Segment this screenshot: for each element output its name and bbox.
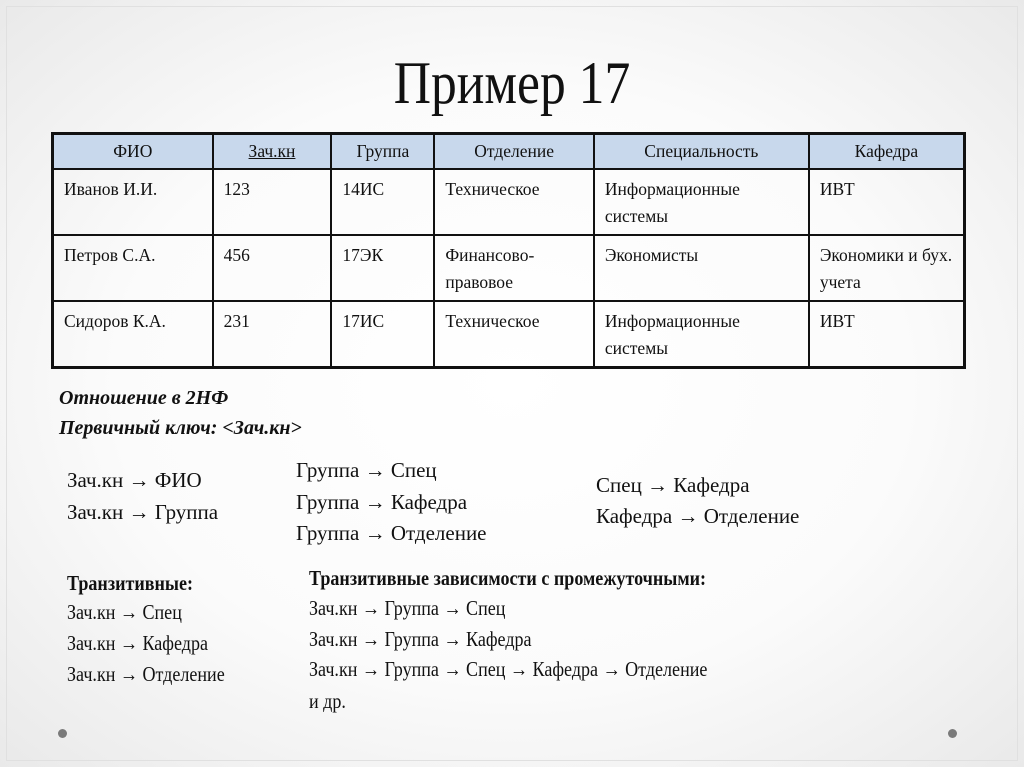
table-cell: Техническое [434,169,594,235]
slide-title: Пример 17 [393,50,631,116]
table-cell: Экономики и бух. учета [809,235,965,301]
dependency-line: Зач.кн → Группа → Спец → Кафедра → Отделение [309,657,708,681]
transitive-intermediate-heading: Транзитивные зависимости с промежуточными: [309,566,707,590]
transitive-heading: Транзитивные: [67,571,194,595]
dependency-line: и др. [309,689,346,713]
column-header-specialty: Специальность [594,134,809,170]
table-cell: Сидоров К.А. [53,301,213,368]
table-cell: 456 [213,235,332,301]
table-cell: Экономисты [594,235,809,301]
table-cell: 231 [213,301,332,368]
column-header-fio: ФИО [53,134,213,170]
table-cell: Финансово-правовое [434,235,594,301]
dependency-line: Зач.кн → ФИО [67,468,202,492]
dependency-line: Зач.кн → Группа → Кафедра [309,627,532,651]
dependency-line: Группа → Спец [296,458,437,482]
table-row [53,169,965,235]
table-cell: Информационные системы [594,301,809,368]
dependency-line: Зач.кн → Группа [67,500,219,524]
table-row [53,301,965,368]
column-header-department: Отделение [434,134,594,170]
table-cell: Информационные системы [594,169,809,235]
dependency-line: Группа → Кафедра [296,490,468,514]
primary-key-label: Первичный ключ: <Зач.кн> [59,417,302,439]
table-cell: 123 [213,169,332,235]
table-cell: 17ЭК [331,235,434,301]
column-header-group: Группа [331,134,434,170]
table-cell: ИВТ [809,301,965,368]
dependency-line: Зач.кн → Кафедра [67,631,209,655]
dependency-line: Кафедра → Отделение [596,504,800,528]
corner-bullet-icon [58,729,67,738]
relation-label: Отношение в 2НФ [59,387,229,409]
dependency-line: Зач.кн → Спец [67,600,182,624]
corner-bullet-icon [948,729,957,738]
table-cell: Петров С.А. [53,235,213,301]
table-cell: 14ИС [331,169,434,235]
column-header-chair: Кафедра [809,134,965,170]
dependency-line: Спец → Кафедра [596,473,750,497]
table-cell: ИВТ [809,169,965,235]
table-cell: Иванов И.И. [53,169,213,235]
column-header-record-book: Зач.кн [213,134,332,170]
table-cell: 17ИС [331,301,434,368]
table-cell: Техническое [434,301,594,368]
dependency-line: Зач.кн → Группа → Спец [309,596,506,620]
table-row [53,235,965,301]
relation-table [51,132,966,369]
dependency-line: Группа → Отделение [296,521,487,545]
dependency-line: Зач.кн → Отделение [67,662,225,686]
table-header-row [53,134,965,170]
